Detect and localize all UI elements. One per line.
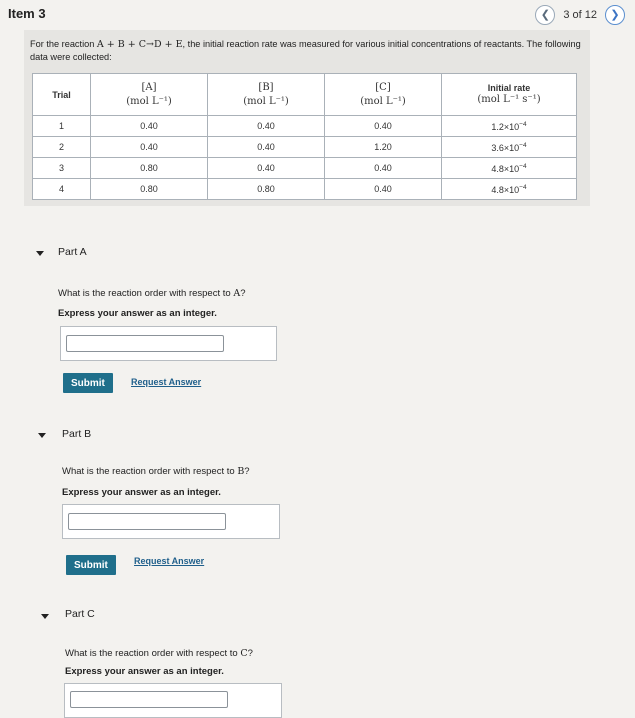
part-a-submit-button[interactable]: Submit: [63, 373, 113, 393]
part-c-question: What is the reaction order with respect to C?: [65, 648, 253, 659]
part-a-question: What is the reaction order with respect to A?: [58, 288, 246, 299]
cell-trial: 1: [33, 116, 91, 137]
collapse-caret-icon[interactable]: [41, 614, 49, 619]
cell-conc-c: 0.40: [325, 158, 442, 179]
cell-initial-rate: $4.8\times 10^{-4}$: [442, 158, 577, 179]
reaction-equation: A + B + C→D + E: [96, 39, 183, 50]
cell-initial-rate: $4.8\times 10^{-4}$: [442, 179, 577, 200]
part-a-request-answer-link[interactable]: Request Answer: [131, 377, 202, 387]
header-conc-b: [B] (mol L⁻¹): [208, 74, 325, 116]
cell-conc-b: 0.40: [208, 137, 325, 158]
cell-conc-c: 0.40: [325, 179, 442, 200]
cell-initial-rate: $1.2\times 10^{-4}$: [442, 116, 577, 137]
previous-item-button[interactable]: [535, 5, 555, 25]
chevron-left-icon: ❮: [540, 8, 550, 21]
problem-text-intro: For the reaction: [30, 39, 97, 49]
chevron-right-icon: ❯: [610, 8, 620, 21]
part-b-answer-input[interactable]: [68, 513, 226, 530]
header-initial-rate: Initial rate (mol L⁻¹ s⁻¹): [442, 74, 577, 116]
collapse-caret-icon[interactable]: [38, 433, 46, 438]
table-row: [33, 158, 577, 179]
cell-trial: 2: [33, 137, 91, 158]
part-c-title[interactable]: Part C: [65, 608, 95, 620]
next-item-button[interactable]: [605, 5, 625, 25]
problem-text: [30, 38, 585, 63]
item-title: Item 3: [8, 6, 46, 21]
collapse-caret-icon[interactable]: [36, 251, 44, 256]
problem-text-rest: , the initial reaction rate was measured for various initial concentrations of reactants. The following data were collected:: [30, 39, 581, 62]
header-conc-c: [C] (mol L⁻¹): [325, 74, 442, 116]
cell-conc-b: 0.40: [208, 158, 325, 179]
header-conc-a: [A] (mol L⁻¹): [91, 74, 208, 116]
cell-conc-c: 0.40: [325, 116, 442, 137]
part-b-instruction: Express your answer as an integer.: [62, 487, 221, 498]
cell-conc-a: 0.80: [91, 179, 208, 200]
table-row: [33, 137, 577, 158]
part-b-submit-button[interactable]: Submit: [66, 555, 116, 575]
part-c-instruction: Express your answer as an integer.: [65, 666, 224, 677]
part-b-request-answer-link[interactable]: Request Answer: [134, 556, 205, 566]
part-a-answer-input[interactable]: [66, 335, 224, 352]
cell-conc-a: 0.40: [91, 116, 208, 137]
cell-conc-a: 0.40: [91, 137, 208, 158]
cell-trial: 4: [33, 179, 91, 200]
part-a-title[interactable]: Part A: [58, 246, 87, 258]
part-b-answer-area: [62, 504, 280, 539]
item-counter: 3 of 12: [563, 9, 597, 21]
part-a-instruction: Express your answer as an integer.: [58, 308, 217, 319]
part-a-answer-area: [60, 326, 277, 361]
part-c-answer-area: [64, 683, 282, 718]
table-header-row: [33, 74, 577, 116]
part-b-question: What is the reaction order with respect to B?: [62, 466, 250, 477]
kinetics-data-table: [32, 73, 577, 200]
cell-conc-a: 0.80: [91, 158, 208, 179]
table-row: [33, 116, 577, 137]
part-b-title[interactable]: Part B: [62, 428, 92, 440]
header-trial: Trial: [33, 74, 91, 116]
cell-conc-b: 0.40: [208, 116, 325, 137]
cell-conc-c: 1.20: [325, 137, 442, 158]
cell-trial: 3: [33, 158, 91, 179]
cell-initial-rate: $3.6\times 10^{-4}$: [442, 137, 577, 158]
table-row: [33, 179, 577, 200]
item-navigation: [535, 5, 625, 25]
top-bar: [0, 0, 635, 28]
cell-conc-b: 0.80: [208, 179, 325, 200]
problem-statement: [24, 30, 590, 206]
